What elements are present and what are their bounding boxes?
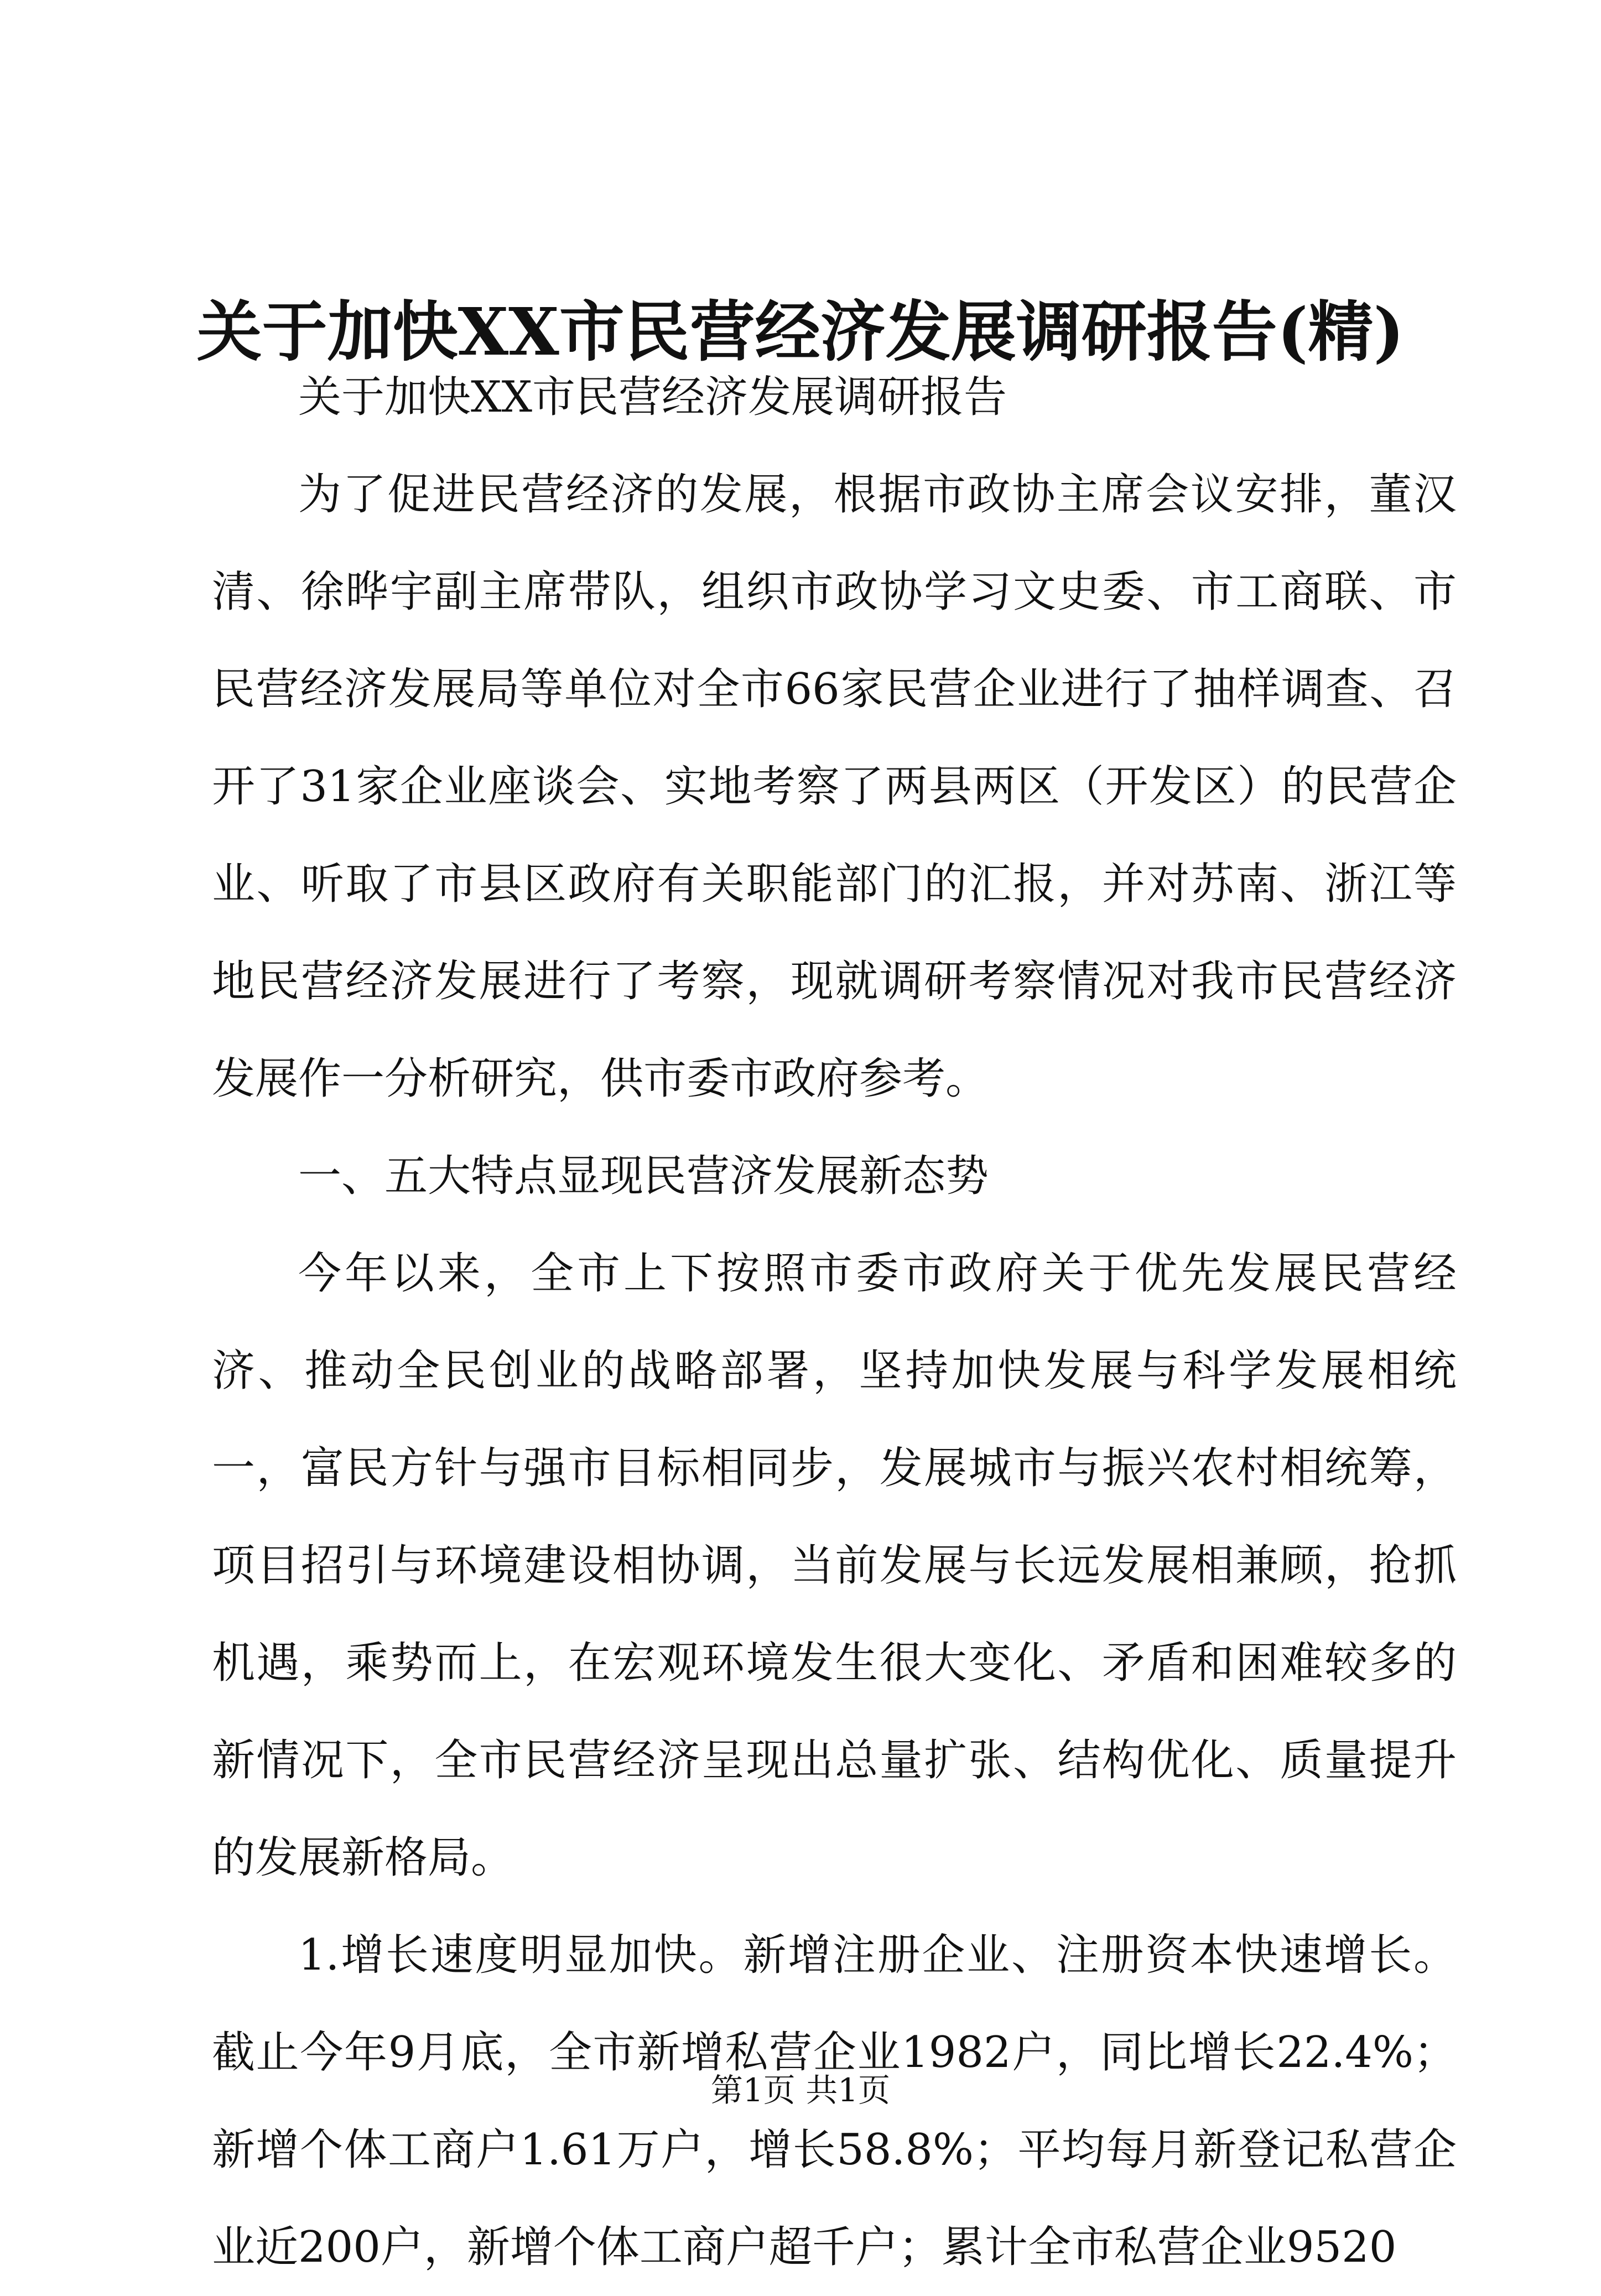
section-heading: 一、五大特点显现民营济发展新态势 [298,1151,989,1201]
body-paragraph: 今年以来，全市上下按照市委市政府关于优先发展民营经济、推动全民创业的战略部署，坚持加快发展与科学发展相统一，富民方针与强市目标相同步，发展城市与振兴农村相统筹，项目招引与环境建设相协调，当前发展与长远发展相兼顾，抢抓机遇，乘势而上，在宏观环境发生很大变化、矛盾和困难较多的新情况下，全市民营经济呈现出总量扩张、结构优化、质量提升的发展新格局。 [212,1249,1457,1883]
document-body [212,349,1457,2296]
document-title: 关于加快XX市民营经济发展调研报告(精) [196,293,1405,370]
intro-paragraph: 为了促进民营经济的发展，根据市政协主席会议安排，董汉清、徐晔宇副主席带队，组织市政协学习文史委、市工商联、市民营经济发展局等单位对全市66家民营企业进行了抽样调查、召开了31家企业座谈会、实地考察了两县两区（开发区）的民营企业、听取了市县区政府有关职能部门的汇报，并对苏南、浙江等地民营经济发展进行了考察，现就调研考察情况对我市民营经济发展作一分析研究，供市委市政府参考。 [212,470,1457,1104]
page-number-footer: 第1页 共1页 [710,2071,891,2109]
subtitle-paragraph: 关于加快XX市民营经济发展调研报告 [298,372,1007,422]
body-paragraph: 1.增长速度明显加快。新增注册企业、注册资本快速增长。截止今年9月底，全市新增私营企业1982户，同比增长22.4%；新增个体工商户1.61万户，增长58.8%；平均每月新登记私营企业近200户，新增个体工商户超千户；累计全市私营企业9520 [212,1930,1457,2272]
